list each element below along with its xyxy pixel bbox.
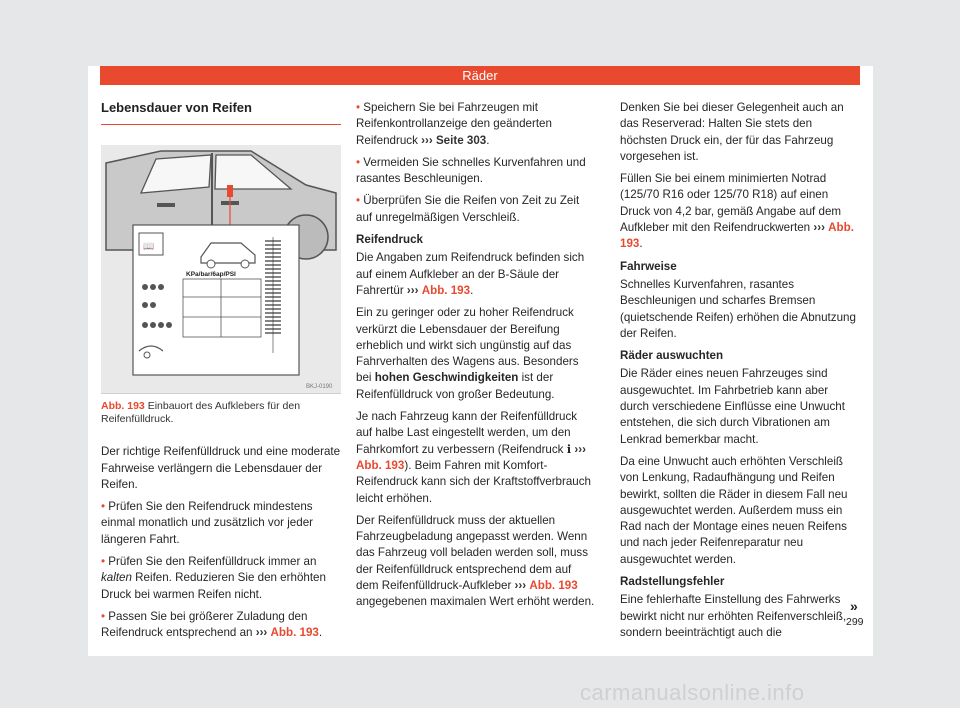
figure-code: BKJ-0190 (306, 384, 333, 391)
subheading-radstellung: Radstellungsfehler (620, 575, 725, 589)
figure-caption (101, 400, 341, 426)
section-title: Lebensdauer von Reifen (101, 100, 341, 125)
column-3 (620, 100, 860, 647)
para-reifendruck-3: Je nach Fahrzeug kann der Reifenfülldruck auf halbe Last eingestellt werden, um den Fahrkomfort zu verbessern (Reifendruck ℹ ››› Abb. 193). Beim Fahren mit Komfort-Reifendruck kann sich der Kraftstoffverbrauch leicht erhöhen. (356, 410, 591, 505)
bullet-check: • Überprüfen Sie die Reifen von Zeit zu Zeit auf unregelmäßigen Verschleiß. (356, 194, 580, 224)
subheading-fahrweise: Fahrweise (620, 259, 677, 273)
bullet-3: • Passen Sie bei größerer Zuladung den Reifendruck entsprechend an ››› Abb. 193. (101, 609, 323, 640)
bullet-avoid: • Vermeiden Sie schnelles Kurvenfahren und rasantes Beschleunigen. (356, 155, 586, 186)
bullet-1: • Prüfen Sie den Reifendruck mindestens einmal monatlich und zusätzlich vor jeder längeren Fahrt. (101, 500, 314, 546)
svg-text:📖: 📖 (143, 242, 155, 253)
ref-link-abb193[interactable]: Abb. 193 (620, 221, 854, 251)
bullet-store: • Speichern Sie bei Fahrzeugen mit Reifenkontrollanzeige den geänderten Reifendruck ››› Seite 303. (356, 101, 552, 147)
para-reifendruck-2: Ein zu geringer oder zu hoher Reifendruck verkürzt die Lebensdauer der Bereifung erheblich und wirkt sich ungünstig auf das Fahrverhalten des Wagens aus. Besonders bei hohen Geschwindigkeiten ist der Reifenfülldruck von großer Bedeutung. (356, 306, 579, 401)
intro-text: Der richtige Reifenfülldruck und eine moderate Fahrweise verlängern die Lebensdauer der Reifen. (101, 445, 341, 491)
subheading-auswuchten: Räder auswuchten (620, 349, 724, 363)
sticker-header: KPa/bar/6ap/PSI (186, 271, 236, 279)
chapter-header: Räder (100, 66, 860, 85)
column-2 (356, 100, 596, 617)
ref-link-abb193[interactable]: Abb. 193 (421, 283, 471, 297)
tire-pressure-figure (101, 145, 341, 394)
para-reifendruck-4: Der Reifenfülldruck muss der aktuellen Fahrzeugbeladung angepasst werden. Wenn das Fahrzeug voll beladen werden soll, muss der Reifenfülldruck entsprechend dem auf dem Reifenfülldruck-Aufkleber ››› Abb. 193 angegebenen maximalen Wert erhöht werden. (356, 513, 595, 609)
para-reifendruck-1: Die Angaben zum Reifendruck befinden sich auf einem Aufkleber an der B-Säule der Fahrertür ››› Abb. 193. (356, 251, 585, 297)
caption-text: Einbauort des Aufklebers für den Reifenfülldruck. (101, 400, 301, 426)
ref-link-abb193[interactable]: Abb. 193 (529, 579, 578, 593)
para-spare-1: Denken Sie bei dieser Gelegenheit auch an das Reserverad: Halten Sie stets den höchsten Druck ein, der für das Fahrzeug vorgesehen ist. (620, 101, 844, 163)
info-icon: ℹ (566, 442, 572, 456)
para-spare-2: Füllen Sie bei einem minimierten Notrad (125/70 R16 oder 125/70 R18) auf einen Druck von 4,2 bar, gemäß Angabe auf dem Aufkleber mit den Reifendruckwerten ››› Abb. 193. (620, 172, 854, 251)
watermark: carmanualsonline.info (580, 680, 805, 705)
ref-link-seite303[interactable]: Seite 303 (435, 133, 487, 147)
ref-link-abb193[interactable]: Abb. 193 (270, 626, 319, 640)
continue-mark: » (850, 598, 858, 614)
para-auswuchten-1: Die Räder eines neuen Fahrzeuges sind ausgewuchtet. Im Fahrbetrieb kann aber durch verschiedene Einflüsse eine Unwucht entstehen, die sich durch Vibrationen am Lenkrad bemerkbar macht. (620, 367, 845, 446)
para-auswuchten-2: Da eine Unwucht auch erhöhten Verschleiß von Lenkung, Radaufhängung und Reifen bewirkt, sollten die Räder in diesem Fall neu ausgewuchtet werden. Außerdem muss ein Rad nach der Montage eines neuen Reifens und nach jeder Reifenreparatur neu ausgewuchtet werden. (620, 454, 848, 566)
subheading-reifendruck: Reifendruck (356, 233, 424, 247)
car-door-illustration (101, 145, 341, 393)
para-fahrweise: Schnelles Kurvenfahren, rasantes Beschleunigen und scharfes Bremsen (quietschende Reifen) erhöhen die Abnutzung der Reifen. (620, 277, 856, 340)
caption-label: Abb. 193 (101, 400, 145, 413)
column-1 (101, 100, 341, 648)
ref-link-abb193[interactable]: Abb. 193 (356, 458, 405, 472)
bullet-2: • Prüfen Sie den Reifenfülldruck immer an kalten Reifen. Reduzieren Sie den erhöhten Druck bei warmen Reifen nicht. (101, 555, 326, 601)
page-number: 299 (846, 616, 864, 628)
para-radstellung: Eine fehlerhafte Einstellung des Fahrwerks bewirkt nicht nur erhöhten Reifenverschleiß, sondern beeinträchtigt auch die (620, 593, 847, 639)
